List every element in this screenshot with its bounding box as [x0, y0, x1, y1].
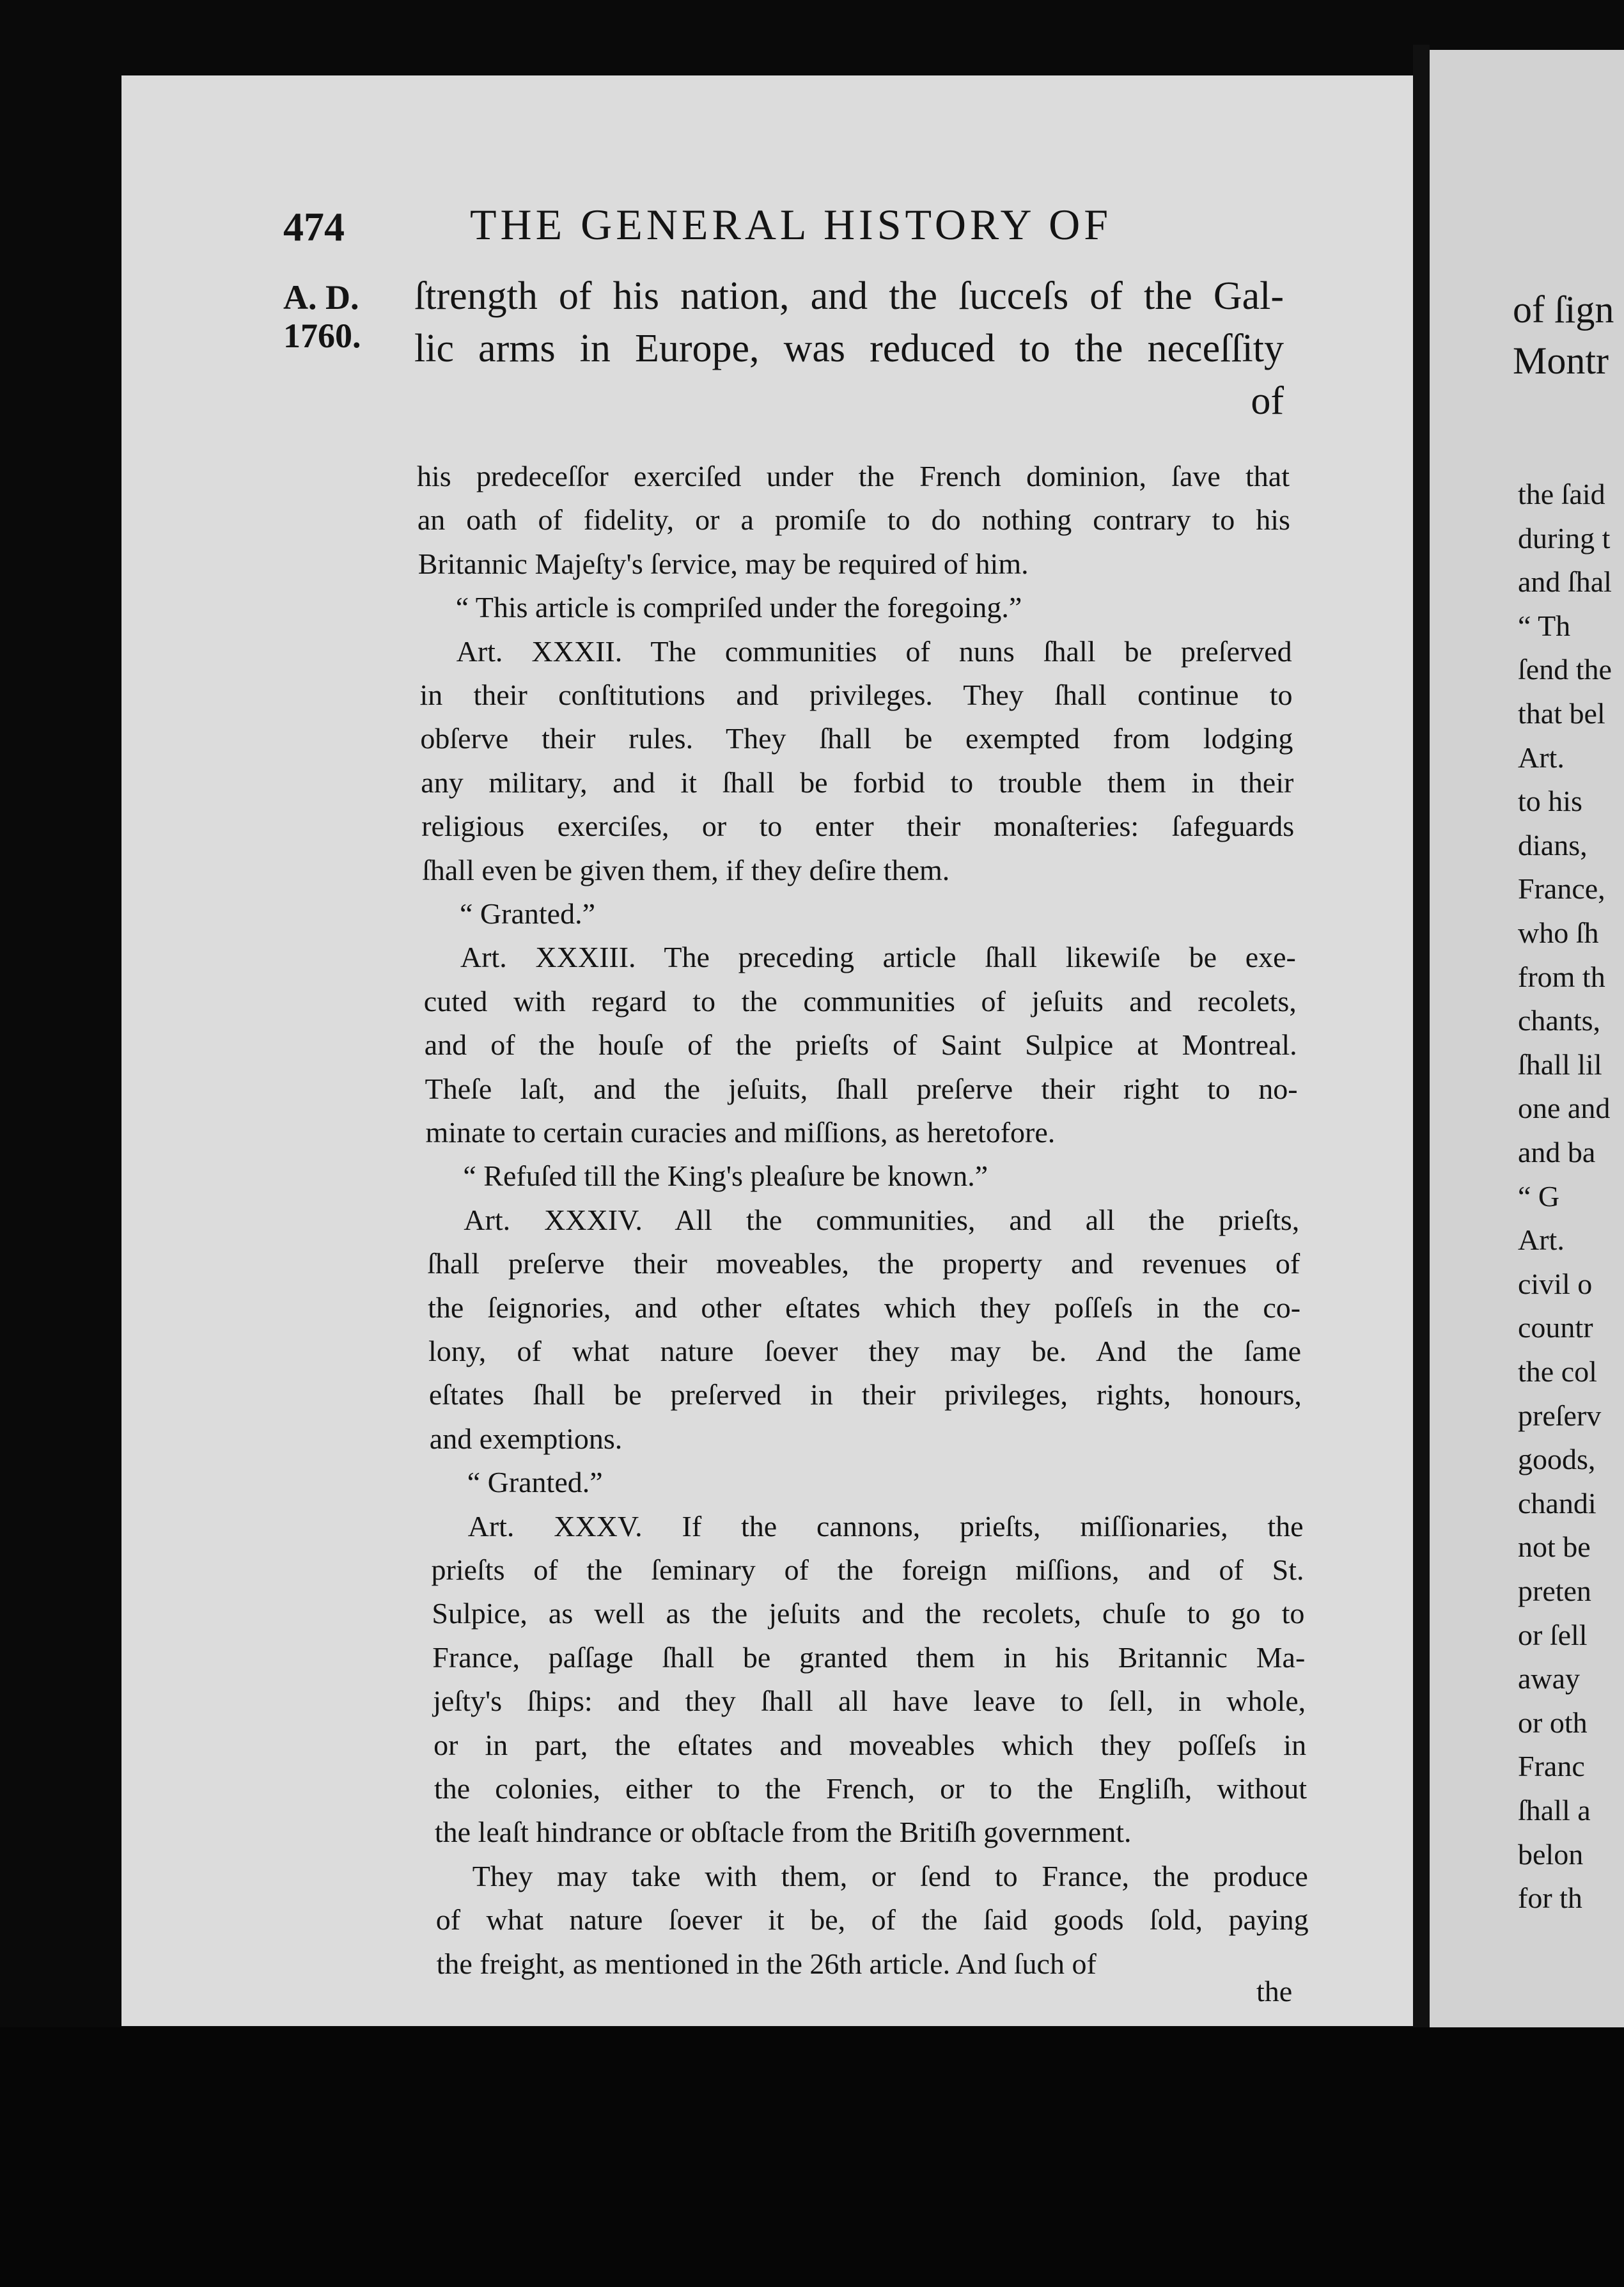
text-line: of what nature ſoever it be, of the ſaid goods ſold, paying	[435, 1903, 1309, 1937]
text-line: ſhall even be given them, if they deſire them.	[422, 853, 950, 886]
facing-page-line: from th	[1518, 960, 1605, 993]
sidenote-year: 1760.	[283, 317, 361, 355]
facing-page-line: Art.	[1518, 741, 1565, 774]
text-line: Sulpice, as well as the jeſuits and the recolets, chuſe to go to	[432, 1597, 1305, 1630]
text-line: Art. XXXV. If the cannons, prieſts, miſſionaries, the	[467, 1509, 1304, 1543]
facing-page-line: civil o	[1518, 1267, 1593, 1300]
facing-page-line: Montr	[1513, 340, 1609, 382]
text-line: the leaſt hindrance or obſtacle from the Britiſh government.	[434, 1816, 1132, 1849]
text-line: minate to certain curacies and miſſions, as heretofore.	[425, 1116, 1056, 1149]
facing-page-line: or ſell	[1518, 1618, 1588, 1651]
facing-page-line: ſhall lil	[1518, 1048, 1602, 1081]
facing-page-line: chandi	[1518, 1486, 1597, 1520]
facing-page-line: “ G	[1518, 1179, 1560, 1213]
text-line: cuted with regard to the communities of jeſuits and recolets,	[423, 984, 1297, 1018]
text-line: “ Granted.”	[460, 897, 595, 930]
lead-line: of	[1251, 379, 1284, 423]
facing-page-line: goods,	[1518, 1443, 1596, 1476]
text-line: “ This article is compriſed under the foregoing.”	[455, 591, 1022, 624]
scan-shadow	[0, 2027, 1624, 2287]
text-line: prieſts of the ſeminary of the foreign miſſions, and of St.	[431, 1553, 1304, 1586]
text-line: the colonies, either to the French, or to the Engliſh, without	[434, 1772, 1307, 1805]
facing-page-line: the col	[1518, 1355, 1597, 1388]
text-line: his predeceſſor exerciſed under the French dominion, ſave that	[417, 460, 1290, 492]
facing-page-line: to his	[1518, 785, 1582, 818]
facing-page-line: “ Th	[1518, 609, 1571, 642]
text-line: the ſeignories, and other eſtates which they poſſeſs in the co-	[428, 1291, 1301, 1324]
facing-page-line: of ſign	[1513, 288, 1614, 331]
catchword: the	[1256, 1975, 1293, 2008]
facing-page-line: one and	[1518, 1092, 1611, 1125]
book-gutter	[1413, 45, 1430, 2034]
facing-page-line: Art.	[1518, 1223, 1565, 1257]
text-line: the freight, as mentioned in the 26th article. And ſuch of	[436, 1947, 1097, 1980]
facing-page-line: ſhall a	[1518, 1794, 1591, 1827]
text-line: They may take with them, or ſend to France, the produce	[472, 1859, 1308, 1892]
facing-page-line: dians,	[1518, 828, 1588, 861]
facing-page-line: preten	[1518, 1575, 1591, 1607]
text-line: lony, of what nature ſoever they may be. And the ſame	[428, 1335, 1301, 1367]
facing-page-line: preſerv	[1518, 1399, 1602, 1432]
facing-page-line: during t	[1518, 521, 1611, 554]
facing-page-line: chants,	[1518, 1004, 1601, 1037]
facing-page-line: for th	[1518, 1882, 1582, 1915]
facing-page-line: that bel	[1518, 697, 1605, 730]
lead-line: lic arms in Europe, was reduced to the neceſſity	[414, 327, 1284, 370]
running-title: THE GENERAL HISTORY OF	[470, 200, 1113, 249]
facing-page-line: not be	[1518, 1530, 1591, 1564]
facing-page-line: or oth	[1518, 1706, 1588, 1739]
page-number: 474	[283, 204, 345, 249]
facing-page-line: the ſaid	[1518, 478, 1605, 510]
text-line: obſerve their rules. They ſhall be exempted from lodging	[420, 722, 1293, 755]
facing-page-line: and ſhal	[1518, 565, 1612, 599]
text-line: eſtates ſhall be preſerved in their privileges, rights, honours,	[428, 1378, 1302, 1411]
facing-page-line: France,	[1518, 872, 1605, 906]
text-line: Art. XXXIII. The preceding article ſhall likewiſe be exe-	[460, 941, 1296, 974]
text-line: “ Refuſed till the King's pleaſure be known.”	[463, 1159, 988, 1193]
facing-page-line: away	[1518, 1662, 1581, 1695]
facing-page	[1430, 50, 1624, 2128]
facing-page-line: ſend the	[1518, 653, 1612, 686]
text-line: France, paſſage ſhall be granted them in his Britannic Ma-	[432, 1640, 1306, 1674]
facing-page-line: who ſh	[1518, 916, 1599, 949]
facing-page-line: Franc	[1518, 1750, 1585, 1783]
facing-page-line: countr	[1518, 1311, 1593, 1344]
text-line: any military, and it ſhall be forbid to trouble them in their	[421, 766, 1294, 799]
text-line: in their conſtitutions and privileges. They ſhall continue to	[419, 679, 1293, 711]
text-line: “ Granted.”	[467, 1466, 603, 1499]
text-line: and of the houſe of the prieſts of Saint Sulpice at Montreal.	[424, 1028, 1297, 1062]
text-line: Art. XXXIV. All the communities, and all the prieſts,	[464, 1203, 1300, 1236]
text-line: ſhall preſerve their moveables, the property and revenues of	[427, 1247, 1300, 1280]
facing-page-line: belon	[1518, 1837, 1584, 1871]
text-line: or in part, the eſtates and moveables which they poſſeſs in	[433, 1728, 1307, 1761]
text-line: and exemptions.	[429, 1422, 623, 1455]
facing-page-line: and ba	[1518, 1136, 1596, 1168]
sidenote-year-label: A. D.	[283, 278, 359, 317]
text-line: Britannic Majeſty's ſervice, may be required of him.	[418, 547, 1029, 580]
text-line: jeſty's ſhips: and they ſhall all have leave to ſell, in whole,	[433, 1685, 1306, 1718]
text-line: Theſe laſt, and the jeſuits, ſhall preſerve their right to no-	[425, 1072, 1298, 1105]
text-line: Art. XXXII. The communities of nuns ſhall be preſerved	[456, 634, 1292, 668]
text-line: an oath of fidelity, or a promiſe to do nothing contrary to his	[417, 503, 1290, 537]
text-line: religious exerciſes, or to enter their monaſteries: ſafeguards	[421, 810, 1295, 843]
lead-line: ſtrength of his nation, and the ſucceſs of the Gal-	[414, 274, 1284, 318]
